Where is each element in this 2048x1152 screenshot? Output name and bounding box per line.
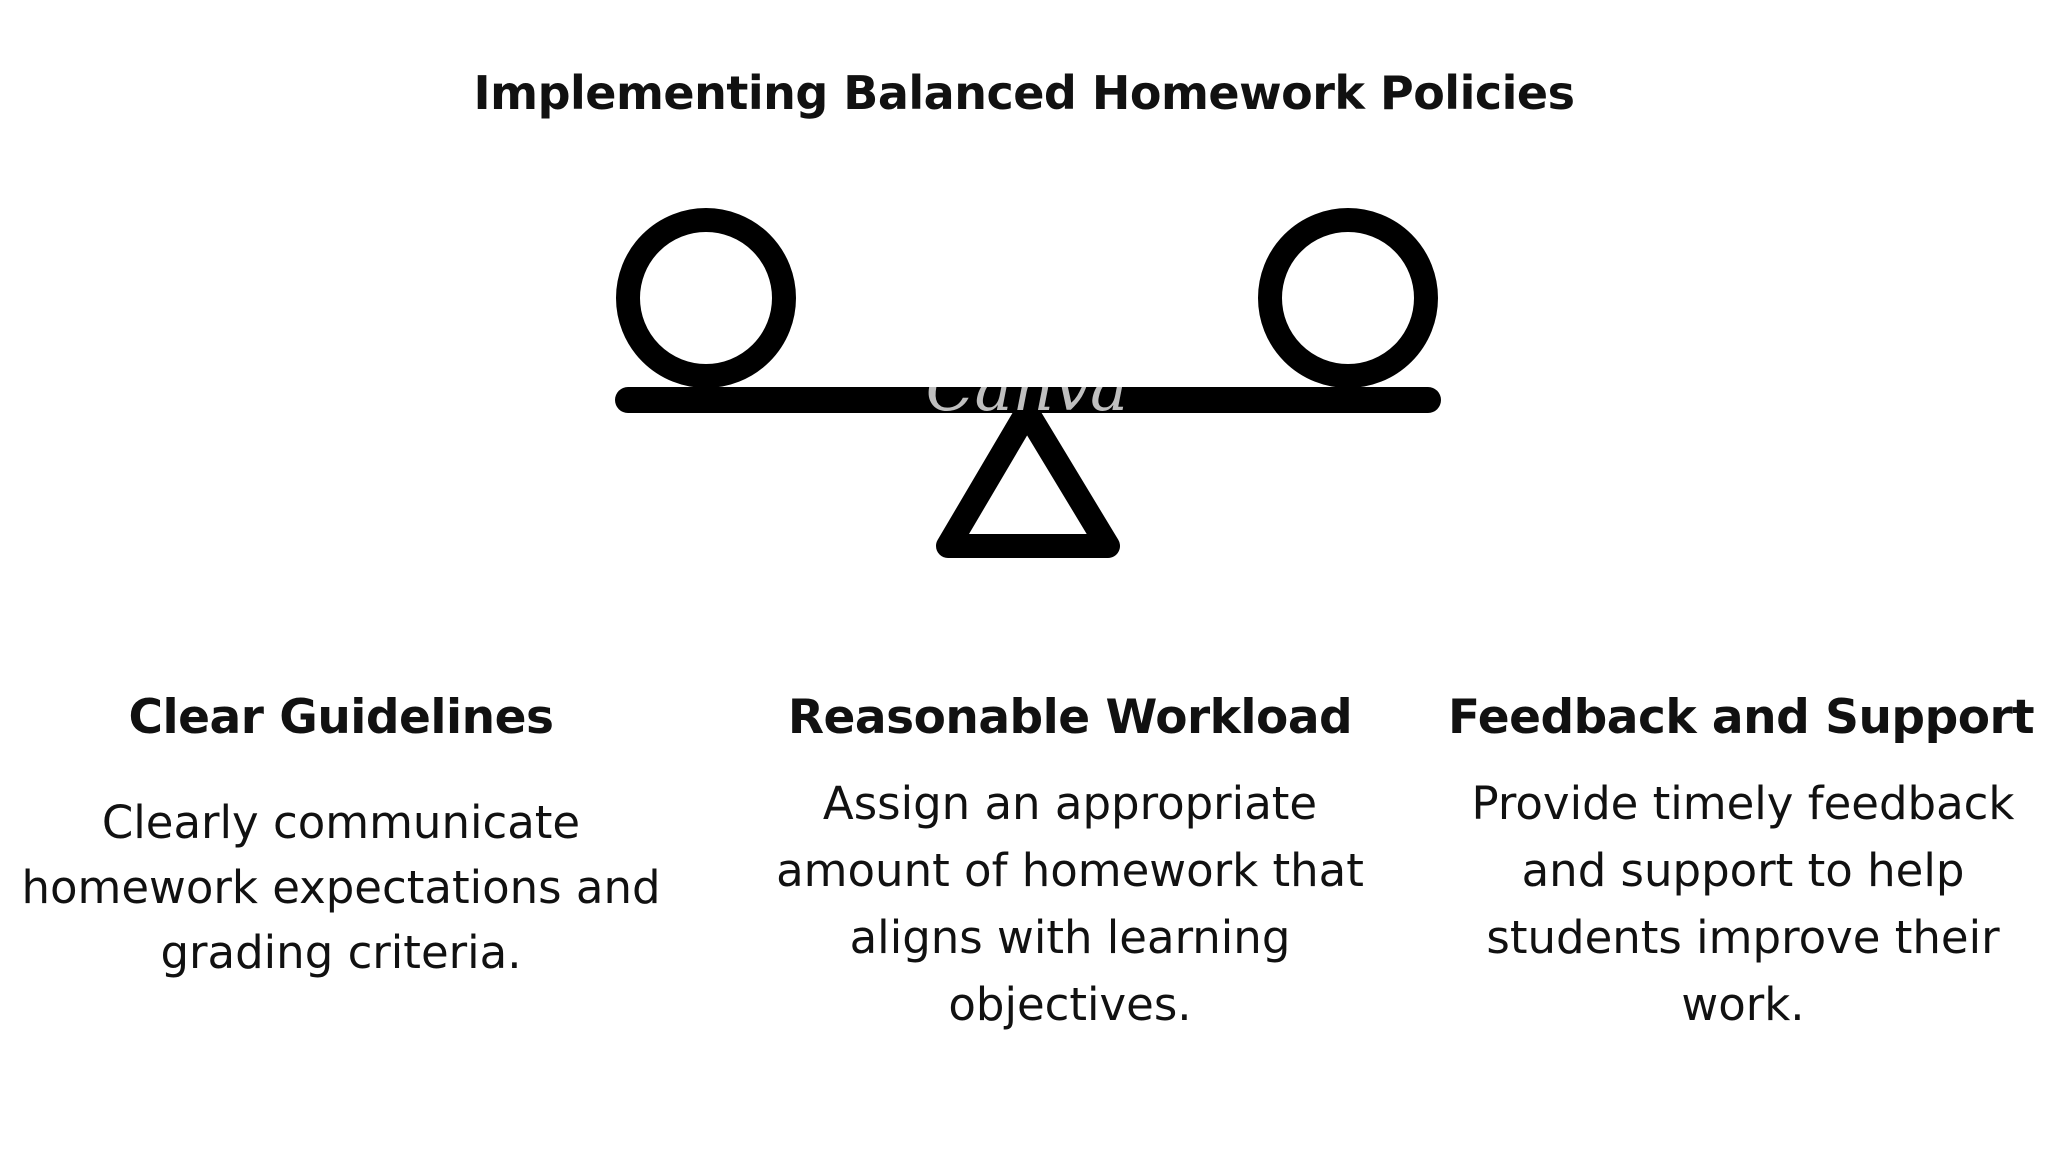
right-weight-circle	[1270, 220, 1426, 376]
column-reasonable-workload	[740, 690, 1400, 1038]
column-body: Assign an appropriate amount of homework that aligns with learning objectives.	[776, 777, 1364, 1031]
left-weight-circle	[628, 220, 784, 376]
seesaw-fulcrum	[948, 412, 1108, 546]
column-heading: Clear Guidelines	[128, 690, 554, 745]
column-feedback-and-support	[1448, 690, 2038, 1038]
column-heading: Feedback and Support	[1448, 690, 2035, 745]
watermark-text: Canva	[925, 352, 1129, 426]
column-clear-guidelines	[0, 690, 682, 985]
column-body: Clearly communicate homework expectations and grading criteria.	[21, 796, 661, 979]
page-title: Implementing Balanced Homework Policies	[473, 66, 1575, 120]
column-body: Provide timely feedback and support to help students improve their work.	[1471, 777, 2015, 1031]
column-heading: Reasonable Workload	[787, 690, 1353, 745]
